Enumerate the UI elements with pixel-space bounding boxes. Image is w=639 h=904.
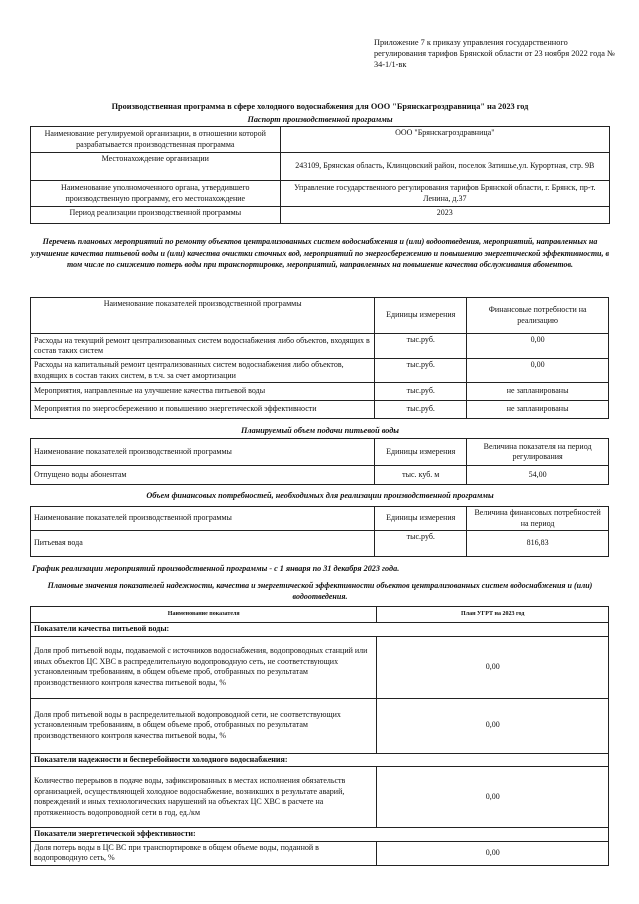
passport-label: Наименование регулируемой организации, в отношении которой разрабатывается производственная программа	[31, 127, 281, 153]
column-header: Единицы измерения	[375, 507, 467, 531]
row-value: 0,00	[467, 359, 609, 383]
table-row	[31, 359, 609, 383]
column-header: Финансовые потребности на реализацию	[467, 298, 609, 334]
row-name: Доля потерь воды в ЦС ВС при транспортировке в общем объеме воды, поданной в водопроводную сеть, %	[31, 841, 377, 865]
table-row	[31, 334, 609, 359]
row-unit: тыс.руб.	[375, 359, 467, 383]
row-name: Доля проб питьевой воды в распределительной водопроводной сети, не соответствующих установленным требованиям, в общем объеме проб, отобранных по результатам производственного контроля качества питьевой воды, %	[31, 698, 377, 753]
row-value: 0,00	[377, 636, 609, 698]
passport-label: Местонахождение организации	[31, 153, 281, 181]
table-row	[31, 401, 609, 419]
row-name: Расходы на капитальный ремонт централизованных систем водоснабжения либо объектов, входящих в состав таких систем, в т.ч. за счет амортизации	[31, 359, 375, 383]
row-value: не запланированы	[467, 401, 609, 419]
column-header: Наименование показателей производственной программы	[31, 439, 375, 466]
passport-row	[31, 207, 610, 224]
row-name: Отпущено воды абонентам	[31, 466, 375, 485]
finance-table	[30, 506, 609, 557]
row-name: Мероприятия по энергосбережению и повышению энергетической эффективности	[31, 401, 375, 419]
column-header: Наименование показателей производственной программы	[31, 298, 375, 334]
passport-value: 2023	[280, 207, 609, 224]
row-name: Количество перерывов в подаче воды, зафиксированных в местах исполнения обязательств организацией, осуществляющей холодное водоснабжение, возникших в результате аварий, повреждений и иных технологических нарушений на объектах ЦС ХВС в расчете на протяженность водопроводной сети в год, ед./км	[31, 767, 377, 828]
passport-table	[30, 126, 610, 224]
passport-value: ООО "Брянскагроздравница"	[280, 127, 609, 153]
row-name: Питьевая вода	[31, 531, 375, 557]
row-value: 816,83	[467, 531, 609, 557]
schedule-note: График реализации мероприятий производственной программы - с 1 января по 31 декабря 2023 года.	[32, 564, 400, 573]
column-header: Наименование показателей производственной программы	[31, 507, 375, 531]
measures-table	[30, 297, 609, 419]
measures-header-row	[31, 298, 609, 334]
row-value: 0,00	[377, 841, 609, 865]
passport-value: 243109, Брянская область, Клинцовский район, поселок Затишье,ул. Курортная, стр. 9В	[280, 153, 609, 181]
column-header: План УГРТ на 2023 год	[377, 607, 609, 623]
passport-row	[31, 181, 610, 207]
passport-value: Управление государственного регулирования тарифов Брянской области, г. Брянск, пр-т. Ленина, д.37	[280, 181, 609, 207]
supply-heading: Планируемый объем подачи питьевой воды	[241, 426, 399, 435]
table-row	[31, 531, 609, 557]
row-name: Доля проб питьевой воды, подаваемой с источников водоснабжения, водопроводных станций или иных объектов ЦС ХВС в распределительную водопроводную сеть, не соответствующих установленным требованиям, в общем объеме проб, отобранных по результатам производственного контроля качества питьевой воды, %	[31, 636, 377, 698]
row-value: не запланированы	[467, 383, 609, 401]
group-row	[31, 753, 609, 767]
row-unit: тыс. куб. м	[375, 466, 467, 485]
measures-heading: Перечень плановых мероприятий по ремонту объектов централизованных систем водоснабжения и (или) водоотведения, мероприятий, направленных на улучшение качества питьевой воды и (или) качества очистки сточных вод, мероприятий по энергосбережению и повышению энергетической эффективности, в том числе по снижению потерь воды при транспортировке, мероприятий, направленных на повышение качества обслуживания абонентов.	[30, 237, 610, 269]
table-row	[31, 698, 609, 753]
group-title: Показатели надежности и бесперебойности холодного водоснабжения:	[31, 753, 609, 767]
row-value: 54,00	[467, 466, 609, 485]
supply-table	[30, 438, 609, 485]
row-value: 0,00	[467, 334, 609, 359]
row-name: Расходы на текущий ремонт централизованных систем водоснабжения либо объектов, входящих в состав таких систем	[31, 334, 375, 359]
row-value: 0,00	[377, 698, 609, 753]
passport-row	[31, 127, 610, 153]
row-unit: тыс.руб.	[375, 401, 467, 419]
column-header: Величина показателя на период регулирования	[467, 439, 609, 466]
column-header: Величина финансовых потребностей на период	[467, 507, 609, 531]
group-title: Показатели качества питьевой воды:	[31, 623, 609, 637]
row-unit: тыс.руб.	[375, 531, 467, 557]
table-row	[31, 767, 609, 828]
group-title: Показатели энергетической эффективности:	[31, 828, 609, 842]
row-unit: тыс.руб.	[375, 383, 467, 401]
passport-heading: Паспорт производственной программы	[247, 115, 393, 124]
row-name: Мероприятия, направленные на улучшение качества питьевой воды	[31, 383, 375, 401]
finance-header-row	[31, 507, 609, 531]
finance-heading: Объем финансовых потребностей, необходимых для реализации производственной программы	[146, 491, 494, 500]
reliability-heading: Плановые значения показателей надежности, качества и энергетической эффективности объектов централизованных систем водоснабжения и (или) водоотведения.	[47, 581, 593, 601]
appendix-note: Приложение 7 к приказу управления государственного регулирования тарифов Брянской области от 23 ноября 2022 года № 34-1/1-вк	[374, 38, 615, 69]
passport-label: Наименование уполномоченного органа, утвердившего производственную программу, его местонахождение	[31, 181, 281, 207]
passport-label: Период реализации производственной программы	[31, 207, 281, 224]
group-row	[31, 623, 609, 637]
column-header: Единицы измерения	[375, 439, 467, 466]
row-unit: тыс.руб.	[375, 334, 467, 359]
column-header: Наименование показателя	[31, 607, 377, 623]
passport-row	[31, 153, 610, 181]
reliability-table	[30, 606, 609, 866]
reliability-header-row	[31, 607, 609, 623]
column-header: Единицы измерения	[375, 298, 467, 334]
group-row	[31, 828, 609, 842]
supply-header-row	[31, 439, 609, 466]
table-row	[31, 383, 609, 401]
table-row	[31, 636, 609, 698]
table-row	[31, 841, 609, 865]
row-value: 0,00	[377, 767, 609, 828]
table-row	[31, 466, 609, 485]
document-title: Производственная программа в сфере холодного водоснабжения для ООО "Брянскагроздравница" на 2023 год	[111, 102, 529, 111]
